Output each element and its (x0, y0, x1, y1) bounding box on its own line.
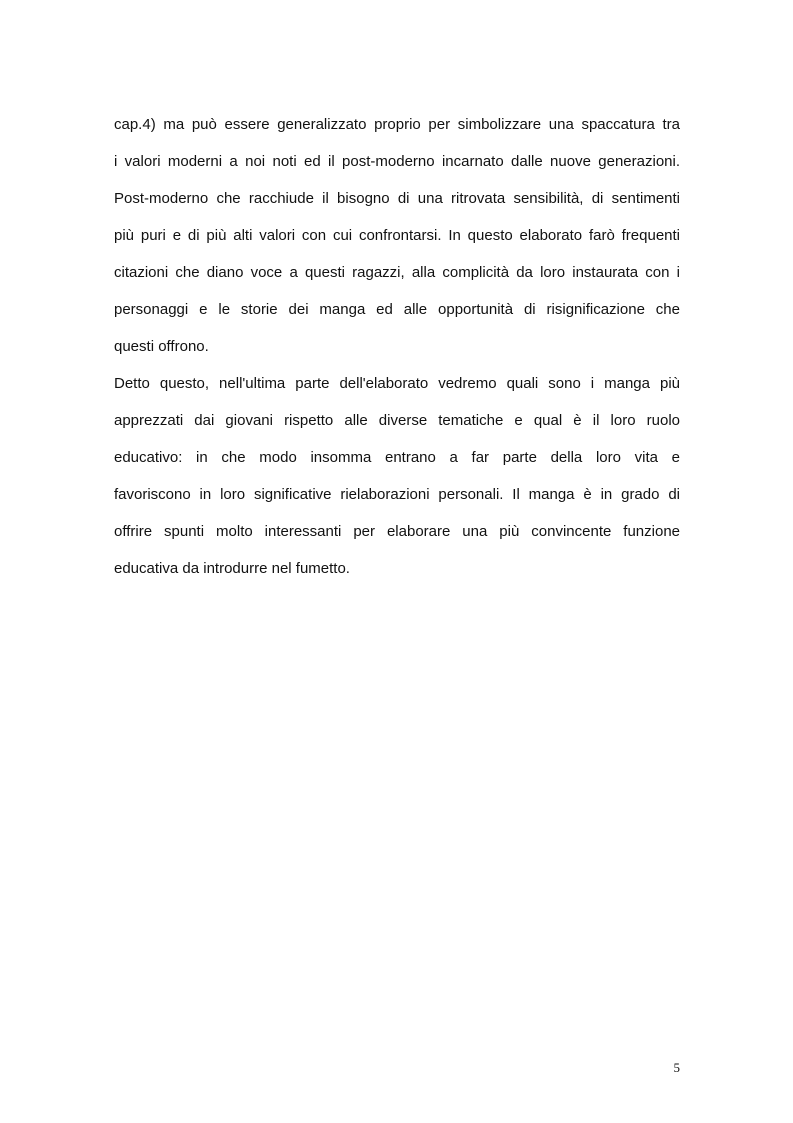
text-line: educativo: in che modo insomma entrano a far parte della loro vita e (114, 449, 680, 466)
text-line: Post-moderno che racchiude il bisogno di una ritrovata sensibilità, di sentimenti (114, 190, 680, 207)
text-line: personaggi e le storie dei manga ed alle opportunità di risignificazione che (114, 301, 680, 318)
text-line: cap.4) ma può essere generalizzato proprio per simbolizzare una spaccatura tra (114, 116, 680, 133)
text-line: i valori moderni a noi noti ed il post-moderno incarnato dalle nuove generazioni. (114, 153, 680, 170)
text-line: Detto questo, nell'ultima parte dell'elaborato vedremo quali sono i manga più (114, 375, 680, 392)
body-text (114, 110, 680, 591)
text-line: questi offrono. (114, 338, 209, 355)
page-number: 5 (673, 1060, 680, 1075)
text-line: favoriscono in loro significative rielaborazioni personali. Il manga è in grado di (114, 486, 680, 503)
text-line: citazioni che diano voce a questi ragazzi, alla complicità da loro instaurata con i (114, 264, 680, 281)
text-line: più puri e di più alti valori con cui confrontarsi. In questo elaborato farò frequenti (114, 227, 680, 244)
text-line: educativa da introdurre nel fumetto. (114, 560, 350, 577)
text-line: offrire spunti molto interessanti per elaborare una più convincente funzione (114, 523, 680, 540)
text-line: apprezzati dai giovani rispetto alle diverse tematiche e qual è il loro ruolo (114, 412, 680, 429)
